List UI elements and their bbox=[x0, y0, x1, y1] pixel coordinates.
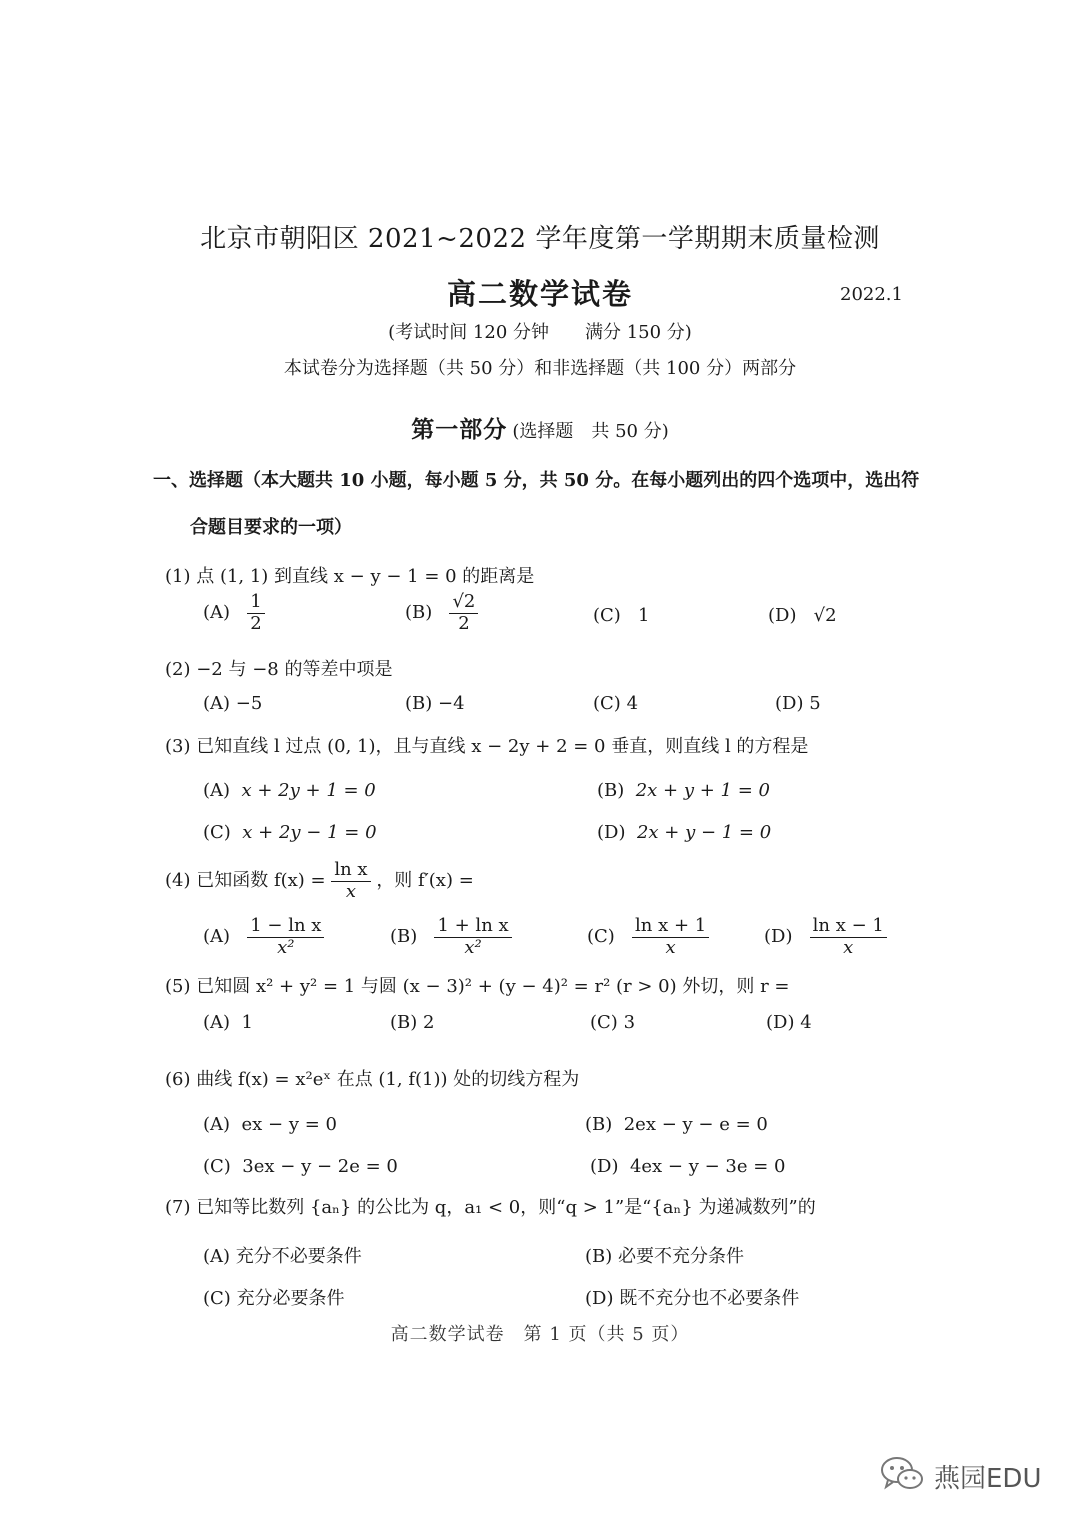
q3-option-b-text: 2x + y + 1 = 0 bbox=[635, 780, 770, 801]
q5-option-a bbox=[203, 1012, 253, 1033]
q3-option-d-text: 2x + y − 1 = 0 bbox=[636, 822, 772, 843]
q4-option-a bbox=[203, 916, 324, 958]
q5-option-c-label: (C) bbox=[590, 1012, 618, 1033]
part-heading bbox=[0, 411, 1080, 444]
watermark bbox=[880, 1455, 1041, 1497]
q6-option-c-label: (C) bbox=[203, 1156, 231, 1177]
q6-option-a bbox=[203, 1114, 337, 1135]
wechat-icon bbox=[880, 1455, 924, 1497]
q5-option-d-label: (D) bbox=[766, 1012, 795, 1033]
page-footer: 高二数学试卷 第 1 页（共 5 页） bbox=[390, 1324, 690, 1345]
q2-option-d-label: (D) bbox=[775, 693, 804, 714]
part-note: (选择题 共 50 分) bbox=[512, 421, 669, 442]
q4-option-c bbox=[587, 916, 709, 958]
exam-title: 北京市朝阳区 2021~2022 学年度第一学期期末质量检测 bbox=[200, 224, 880, 254]
q1-option-c-label: (C) bbox=[593, 605, 621, 626]
q3-option-a bbox=[203, 780, 376, 801]
q6-option-d bbox=[590, 1156, 786, 1177]
q2-option-c-text: 4 bbox=[626, 693, 639, 714]
q7-option-c-text: 充分必要条件 bbox=[236, 1288, 345, 1309]
section-instruction-line2: 合题目要求的一项） bbox=[190, 517, 352, 538]
q4-option-a-num: 1 − ln x bbox=[247, 916, 324, 938]
q2-option-b bbox=[405, 693, 465, 714]
q5-option-a-text: 1 bbox=[241, 1012, 253, 1033]
q1-option-c bbox=[593, 605, 649, 626]
question-4-stem bbox=[165, 860, 474, 902]
q3-option-b bbox=[597, 780, 770, 801]
q3-option-c-label: (C) bbox=[203, 822, 231, 843]
q6-option-b-text: 2ex − y − e = 0 bbox=[623, 1114, 768, 1135]
q1-option-a-den: 2 bbox=[250, 612, 262, 634]
q4-stem-pre: (4) 已知函数 f(x) = bbox=[165, 870, 326, 892]
q2-option-d-text: 5 bbox=[809, 693, 821, 714]
question-2-stem: (2) −2 与 −8 的等差中项是 bbox=[165, 659, 393, 680]
q2-option-d bbox=[775, 693, 821, 714]
q2-option-a-text: −5 bbox=[235, 693, 263, 714]
q7-option-d bbox=[585, 1284, 799, 1310]
q4-option-a-label: (A) bbox=[203, 926, 231, 948]
q6-option-a-label: (A) bbox=[203, 1114, 231, 1135]
q1-option-b-den: 2 bbox=[458, 612, 470, 634]
q4-option-c-fraction bbox=[632, 916, 709, 958]
q1-option-c-text: 1 bbox=[638, 605, 650, 626]
part-title: 第一部分 bbox=[411, 416, 508, 443]
q7-option-d-label: (D) bbox=[585, 1288, 614, 1309]
question-7-stem: (7) 已知等比数列 {aₙ} 的公比为 q，a₁ < 0，则“q > 1”是“{aₙ} 为递减数列”的 bbox=[165, 1197, 816, 1218]
q1-option-b-num: √2 bbox=[449, 592, 478, 614]
q1-option-d-label: (D) bbox=[768, 605, 797, 626]
q4-stem-post: ，则 f′(x) = bbox=[376, 870, 474, 892]
q7-option-b bbox=[585, 1242, 744, 1268]
q7-option-b-text: 必要不充分条件 bbox=[618, 1246, 745, 1267]
question-6-stem: (6) 曲线 f(x) = x²eˣ 在点 (1, f(1)) 处的切线方程为 bbox=[165, 1069, 580, 1090]
q5-option-d-text: 4 bbox=[800, 1012, 812, 1033]
q1-option-b bbox=[405, 592, 478, 634]
q1-option-d-text: √2 bbox=[813, 605, 837, 626]
q2-option-c bbox=[593, 693, 638, 714]
q2-option-a-label: (A) bbox=[203, 693, 231, 714]
q6-option-c bbox=[203, 1156, 398, 1177]
q4-option-b-label: (B) bbox=[390, 926, 418, 948]
q5-option-c bbox=[590, 1012, 635, 1033]
q3-option-a-label: (A) bbox=[203, 780, 231, 801]
question-3-stem: (3) 已知直线 l 过点 (0, 1)，且与直线 x − 2y + 2 = 0 垂直，则直线 l 的方程是 bbox=[165, 736, 809, 757]
q4-option-b bbox=[390, 916, 512, 958]
q3-option-c-text: x + 2y − 1 = 0 bbox=[242, 822, 377, 843]
q5-option-b bbox=[390, 1012, 434, 1033]
q4-option-a-den: x² bbox=[277, 936, 295, 958]
q2-option-b-text: −4 bbox=[438, 693, 465, 714]
q4-option-d-num: ln x − 1 bbox=[810, 916, 887, 938]
question-5-stem: (5) 已知圆 x² + y² = 1 与圆 (x − 3)² + (y − 4)² = r² (r > 0) 外切，则 r = bbox=[165, 976, 790, 997]
q1-option-a-num: 1 bbox=[247, 592, 264, 614]
q1-option-a-label: (A) bbox=[203, 602, 231, 624]
q3-option-d bbox=[597, 822, 771, 843]
q2-option-b-label: (B) bbox=[405, 693, 433, 714]
q4-option-a-fraction bbox=[247, 916, 324, 958]
q7-option-b-label: (B) bbox=[585, 1246, 613, 1267]
q6-option-b bbox=[585, 1114, 768, 1135]
q1-option-a bbox=[203, 592, 265, 634]
q4-stem-den: x bbox=[345, 880, 357, 902]
q6-option-c-text: 3ex − y − 2e = 0 bbox=[242, 1156, 398, 1177]
q5-option-b-label: (B) bbox=[390, 1012, 418, 1033]
q6-option-b-label: (B) bbox=[585, 1114, 613, 1135]
q3-option-c bbox=[203, 822, 377, 843]
q1-option-d bbox=[768, 605, 837, 626]
exam-description: 本试卷分为选择题（共 50 分）和非选择题（共 100 分）两部分 bbox=[283, 358, 797, 379]
watermark-text: 燕园EDU bbox=[934, 1463, 1042, 1494]
q4-option-c-label: (C) bbox=[587, 926, 615, 948]
question-1-stem: (1) 点 (1, 1) 到直线 x − y − 1 = 0 的距离是 bbox=[165, 566, 535, 587]
q4-option-b-den: x² bbox=[464, 936, 482, 958]
q5-option-b-text: 2 bbox=[423, 1012, 435, 1033]
q5-option-d bbox=[766, 1012, 812, 1033]
q1-option-a-fraction bbox=[247, 592, 264, 634]
q6-option-d-label: (D) bbox=[590, 1156, 619, 1177]
exam-subtitle: 高二数学试卷 bbox=[446, 277, 633, 311]
q3-option-d-label: (D) bbox=[597, 822, 626, 843]
q4-option-d-label: (D) bbox=[764, 926, 793, 948]
q4-option-d bbox=[764, 916, 887, 958]
q7-option-d-text: 既不充分也不必要条件 bbox=[619, 1288, 800, 1309]
q4-stem-num: ln x bbox=[331, 860, 370, 882]
q3-option-b-label: (B) bbox=[597, 780, 625, 801]
q4-option-b-fraction bbox=[434, 916, 511, 958]
q2-option-a bbox=[203, 693, 262, 714]
q4-option-d-fraction bbox=[810, 916, 887, 958]
exam-date: 2022.1 bbox=[840, 284, 903, 305]
section-instruction-line1: 一、选择题（本大题共 10 小题，每小题 5 分，共 50 分。在每小题列出的四个选项中，选出符 bbox=[153, 470, 920, 491]
q7-option-a bbox=[203, 1242, 362, 1268]
exam-time-score: (考试时间 120 分钟 满分 150 分) bbox=[388, 322, 692, 343]
q7-option-a-label: (A) bbox=[203, 1246, 231, 1267]
q5-option-a-label: (A) bbox=[203, 1012, 231, 1033]
q5-option-c-text: 3 bbox=[623, 1012, 636, 1033]
q4-option-d-den: x bbox=[843, 936, 854, 958]
q6-option-a-text: ex − y = 0 bbox=[241, 1114, 337, 1135]
q6-option-d-text: 4ex − y − 3e = 0 bbox=[629, 1156, 786, 1177]
q7-option-a-text: 充分不必要条件 bbox=[235, 1246, 362, 1267]
q4-option-c-num: ln x + 1 bbox=[632, 916, 709, 938]
q4-stem-fraction bbox=[331, 860, 370, 902]
q3-option-a-text: x + 2y + 1 = 0 bbox=[241, 780, 376, 801]
q7-option-c-label: (C) bbox=[203, 1288, 231, 1309]
q7-option-c bbox=[203, 1284, 345, 1310]
q1-option-b-label: (B) bbox=[405, 602, 433, 624]
q1-option-b-fraction bbox=[449, 592, 478, 634]
q2-option-c-label: (C) bbox=[593, 693, 621, 714]
q4-option-c-den: x bbox=[665, 936, 676, 958]
q4-option-b-num: 1 + ln x bbox=[434, 916, 511, 938]
